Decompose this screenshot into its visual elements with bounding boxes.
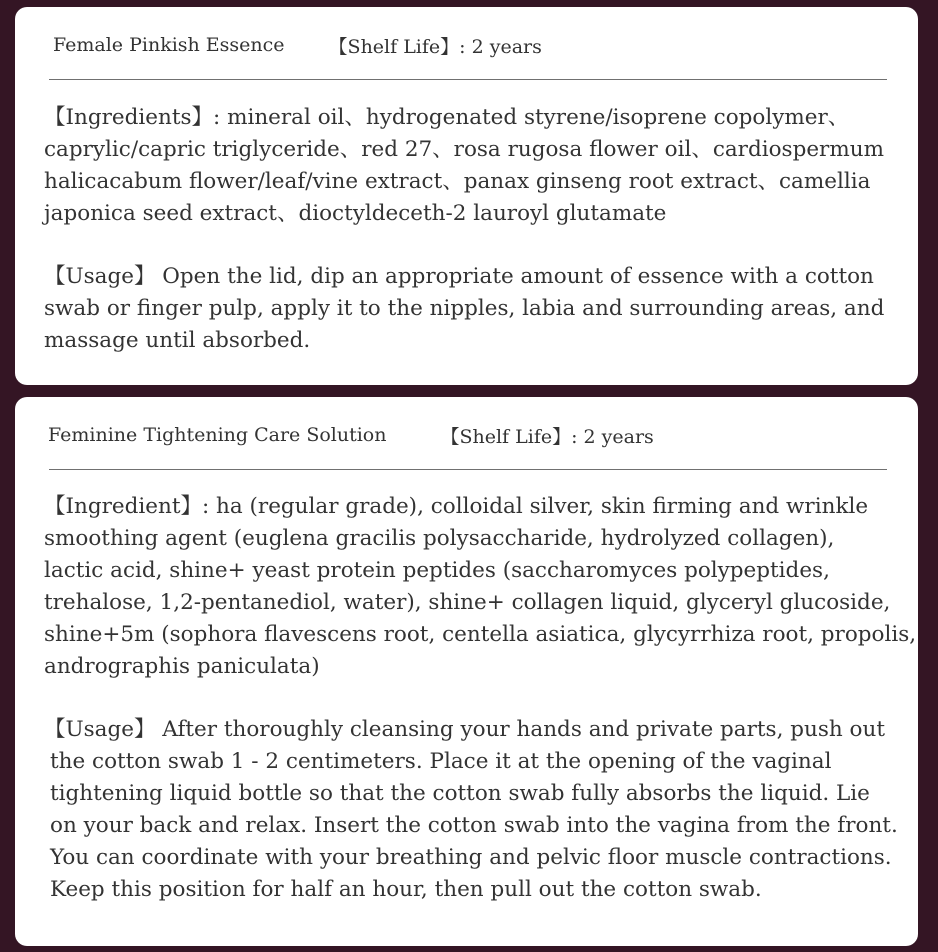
product-header — [53, 7, 542, 83]
divider — [49, 79, 887, 80]
usage-line: massage until absorbed. — [44, 328, 311, 353]
divider — [49, 469, 887, 470]
ingredients-line: 【Ingredient】: ha (regular grade), colloidal silver, skin firming and wrinkle — [44, 494, 869, 519]
usage-line: swab or finger pulp, apply it to the nipples, labia and surrounding areas, and — [44, 296, 885, 321]
usage-text — [44, 714, 898, 906]
usage-line: tightening liquid bottle so that the cotton swab fully absorbs the liquid. Lie — [50, 781, 870, 806]
ingredients-line: lactic acid, shine+ yeast protein peptides (saccharomyces polypeptides, — [44, 558, 830, 583]
shelf-life: 【Shelf Life】: 2 years — [328, 35, 542, 58]
usage-line: on your back and relax. Insert the cotton swab into the vagina from the front. — [50, 813, 898, 838]
ingredients-text — [44, 102, 884, 230]
usage-line: You can coordinate with your breathing and pelvic floor muscle contractions. — [50, 845, 892, 870]
product-header — [48, 397, 654, 473]
product-card-pinkish-essence — [15, 7, 918, 385]
ingredients-line: 【Ingredients】: mineral oil、hydrogenated styrene/isoprene copolymer、 — [44, 105, 850, 130]
ingredients-text — [44, 491, 916, 683]
ingredients-line: shine+5m (sophora flavescens root, centella asiatica, glycyrrhiza root, propolis, — [44, 622, 917, 647]
product-card-tightening-solution — [15, 397, 918, 946]
usage-line: 【Usage】 After thoroughly cleansing your hands and private parts, push out — [44, 717, 885, 742]
ingredients-line: andrographis paniculata) — [44, 654, 320, 679]
ingredients-line: japonica seed extract、dioctyldeceth-2 lauroyl glutamate — [44, 201, 667, 226]
shelf-life: 【Shelf Life】: 2 years — [440, 425, 654, 448]
ingredients-line: trehalose, 1,2-pentanediol, water), shine+ collagen liquid, glyceryl glucoside, — [44, 590, 891, 615]
product-name: Female Pinkish Essence — [53, 34, 285, 56]
product-name: Feminine Tightening Care Solution — [48, 424, 387, 446]
usage-line: 【Usage】 Open the lid, dip an appropriate amount of essence with a cotton — [44, 264, 874, 289]
usage-line: Keep this position for half an hour, then pull out the cotton swab. — [50, 877, 762, 902]
usage-text — [44, 261, 884, 357]
ingredients-line: caprylic/capric triglyceride、red 27、rosa rugosa flower oil、cardiospermum — [44, 137, 884, 162]
usage-line: the cotton swab 1 - 2 centimeters. Place it at the opening of the vaginal — [50, 749, 832, 774]
ingredients-line: smoothing agent (euglena gracilis polysaccharide, hydrolyzed collagen), — [44, 526, 835, 551]
ingredients-line: halicacabum flower/leaf/vine extract、panax ginseng root extract、camellia — [44, 169, 871, 194]
